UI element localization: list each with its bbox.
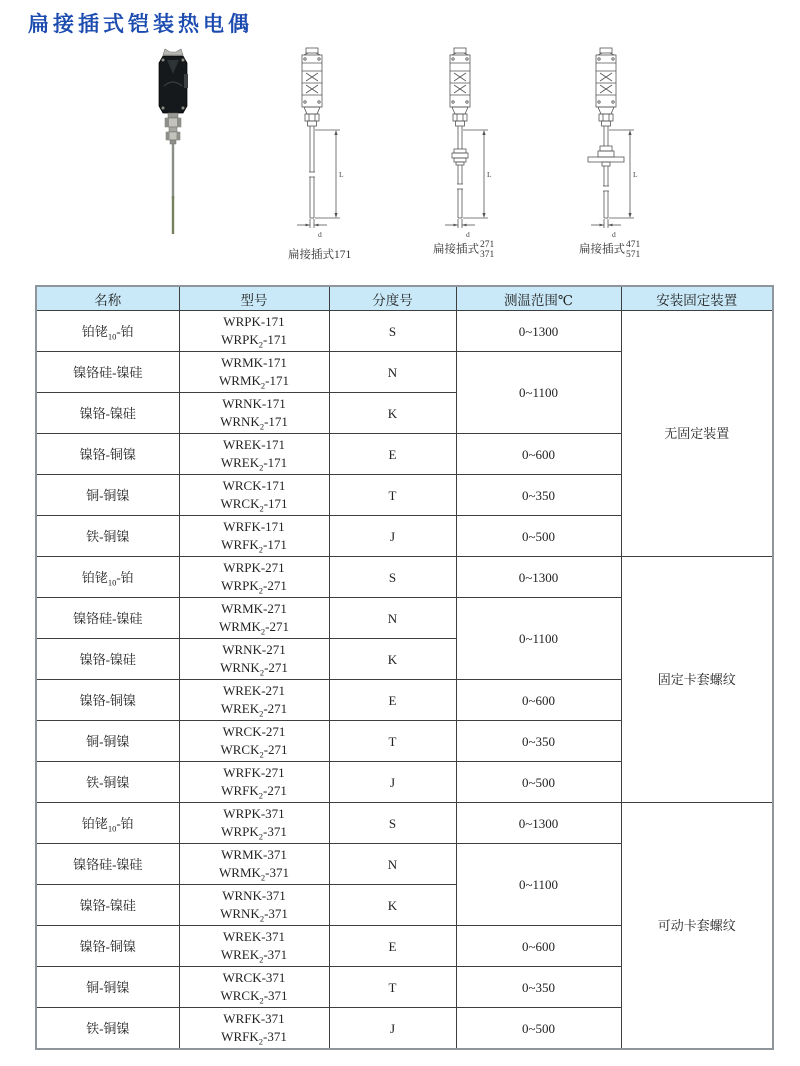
- name-cell: 镍铬-铜镍: [36, 926, 179, 967]
- caption-number-stack: [480, 240, 494, 260]
- drawing-471-571: [576, 46, 651, 241]
- figure-caption-171: [288, 246, 351, 262]
- grade-cell: N: [329, 598, 456, 639]
- range-cell: 0~600: [456, 434, 621, 475]
- grade-cell: N: [329, 844, 456, 885]
- grade-cell: J: [329, 762, 456, 803]
- column-header: 测温范围℃: [456, 286, 621, 311]
- model-cell: WRPK-271 $WRPK_2-271$: [179, 557, 329, 598]
- grade-cell: E: [329, 680, 456, 721]
- range-cell: 0~500: [456, 762, 621, 803]
- name-cell: 镍铬硅-镍硅: [36, 844, 179, 885]
- model-cell: WRNK-371 $WRNK_2-371$: [179, 885, 329, 926]
- caption-prefix: 扁接插式: [579, 243, 625, 256]
- column-header: 安装固定装置: [621, 286, 773, 311]
- caption-prefix: 扁接插式: [288, 249, 334, 261]
- table-row: [36, 557, 773, 598]
- model-cell: WRPK-371 $WRPK_2-371$: [179, 803, 329, 844]
- diameter-dim-label: d: [466, 230, 470, 239]
- name-cell: 铁-铜镍: [36, 1008, 179, 1050]
- mount-cell: 固定卡套螺纹: [621, 557, 773, 803]
- caption-number: 471: [626, 240, 641, 250]
- table-row: [36, 311, 773, 352]
- grade-cell: T: [329, 967, 456, 1008]
- range-cell: 0~1100: [456, 598, 621, 680]
- grade-cell: S: [329, 311, 456, 352]
- grade-cell: N: [329, 352, 456, 393]
- thermocouple-drawing-471-571-icon: [576, 46, 651, 241]
- name-cell: 铂铑$_{10}$-铂: [36, 311, 179, 352]
- drawing-271-371: [430, 46, 505, 241]
- length-dim-label: L: [487, 170, 492, 179]
- model-cell: WREK-371 $WREK_2-371$: [179, 926, 329, 967]
- name-cell: 铜-铜镍: [36, 475, 179, 516]
- range-cell: 0~1100: [456, 844, 621, 926]
- range-cell: 0~1100: [456, 352, 621, 434]
- thermocouple-drawing-171-icon: [282, 46, 357, 241]
- caption-prefix: 扁接插式: [433, 243, 479, 256]
- range-cell: 0~1300: [456, 557, 621, 598]
- model-cell: WRNK-171 $WRNK_2-171$: [179, 393, 329, 434]
- grade-cell: S: [329, 557, 456, 598]
- grade-cell: E: [329, 434, 456, 475]
- caption-number: 171: [334, 249, 352, 261]
- drawing-171: [282, 46, 357, 241]
- column-header: 分度号: [329, 286, 456, 311]
- range-cell: 0~1300: [456, 311, 621, 352]
- range-cell: 0~1300: [456, 803, 621, 844]
- length-dim-label: L: [633, 170, 638, 179]
- range-cell: 0~600: [456, 680, 621, 721]
- grade-cell: S: [329, 803, 456, 844]
- model-cell: WREK-171 $WREK_2-171$: [179, 434, 329, 475]
- name-cell: 铜-铜镍: [36, 967, 179, 1008]
- range-cell: 0~350: [456, 721, 621, 762]
- page-title: 扁接插式铠装热电偶: [28, 13, 253, 36]
- name-cell: 镍铬-镍硅: [36, 393, 179, 434]
- name-cell: 镍铬硅-镍硅: [36, 352, 179, 393]
- product-photo: [148, 46, 198, 238]
- range-cell: 0~350: [456, 967, 621, 1008]
- name-cell: 镍铬-镍硅: [36, 885, 179, 926]
- name-cell: 铁-铜镍: [36, 762, 179, 803]
- grade-cell: K: [329, 639, 456, 680]
- range-cell: 0~500: [456, 516, 621, 557]
- caption-number-stack: [626, 240, 640, 260]
- grade-cell: J: [329, 516, 456, 557]
- name-cell: 镍铬-铜镍: [36, 680, 179, 721]
- model-cell: WRMK-271 $WRMK_2-271$: [179, 598, 329, 639]
- column-header: 型号: [179, 286, 329, 311]
- table-row: [36, 803, 773, 844]
- name-cell: 铜-铜镍: [36, 721, 179, 762]
- grade-cell: K: [329, 885, 456, 926]
- grade-cell: J: [329, 1008, 456, 1050]
- grade-cell: K: [329, 393, 456, 434]
- model-cell: WRCK-171 $WRCK_2-171$: [179, 475, 329, 516]
- grade-cell: T: [329, 475, 456, 516]
- model-cell: WRFK-371 $WRFK_2-371$: [179, 1008, 329, 1050]
- column-header: 名称: [36, 286, 179, 311]
- name-cell: 铂铑$_{10}$-铂: [36, 557, 179, 598]
- range-cell: 0~500: [456, 1008, 621, 1050]
- range-cell: 0~350: [456, 475, 621, 516]
- model-cell: WRNK-271 $WRNK_2-271$: [179, 639, 329, 680]
- model-cell: WRFK-171 $WRFK_2-171$: [179, 516, 329, 557]
- figure-caption-471-571: [579, 240, 640, 260]
- table-body: [36, 311, 773, 1050]
- name-cell: 铂铑$_{10}$-铂: [36, 803, 179, 844]
- name-cell: 铁-铜镍: [36, 516, 179, 557]
- grade-cell: E: [329, 926, 456, 967]
- table-header-row: [36, 286, 773, 311]
- grade-cell: T: [329, 721, 456, 762]
- model-cell: WRMK-171 $WRMK_2-171$: [179, 352, 329, 393]
- model-cell: WREK-271 $WREK_2-271$: [179, 680, 329, 721]
- mount-cell: 可动卡套螺纹: [621, 803, 773, 1050]
- model-cell: WRCK-371 $WRCK_2-371$: [179, 967, 329, 1008]
- length-dim-label: L: [339, 170, 344, 179]
- diameter-dim-label: d: [612, 230, 616, 239]
- figures-row: [0, 44, 800, 276]
- figure-caption-271-371: [433, 240, 494, 260]
- spec-table: [35, 285, 774, 1050]
- model-cell: WRPK-171 $WRPK_2-171$: [179, 311, 329, 352]
- thermocouple-drawing-271-371-icon: [430, 46, 505, 241]
- name-cell: 镍铬-铜镍: [36, 434, 179, 475]
- caption-number: 371: [480, 250, 495, 260]
- model-cell: WRFK-271 $WRFK_2-271$: [179, 762, 329, 803]
- mount-cell: 无固定装置: [621, 311, 773, 557]
- thermocouple-photo-icon: [148, 46, 198, 238]
- caption-number: 271: [480, 240, 495, 250]
- range-cell: 0~600: [456, 926, 621, 967]
- caption-number: 571: [626, 250, 641, 260]
- name-cell: 镍铬-镍硅: [36, 639, 179, 680]
- diameter-dim-label: d: [318, 230, 322, 239]
- model-cell: WRMK-371 $WRMK_2-371$: [179, 844, 329, 885]
- name-cell: 镍铬硅-镍硅: [36, 598, 179, 639]
- model-cell: WRCK-271 $WRCK_2-271$: [179, 721, 329, 762]
